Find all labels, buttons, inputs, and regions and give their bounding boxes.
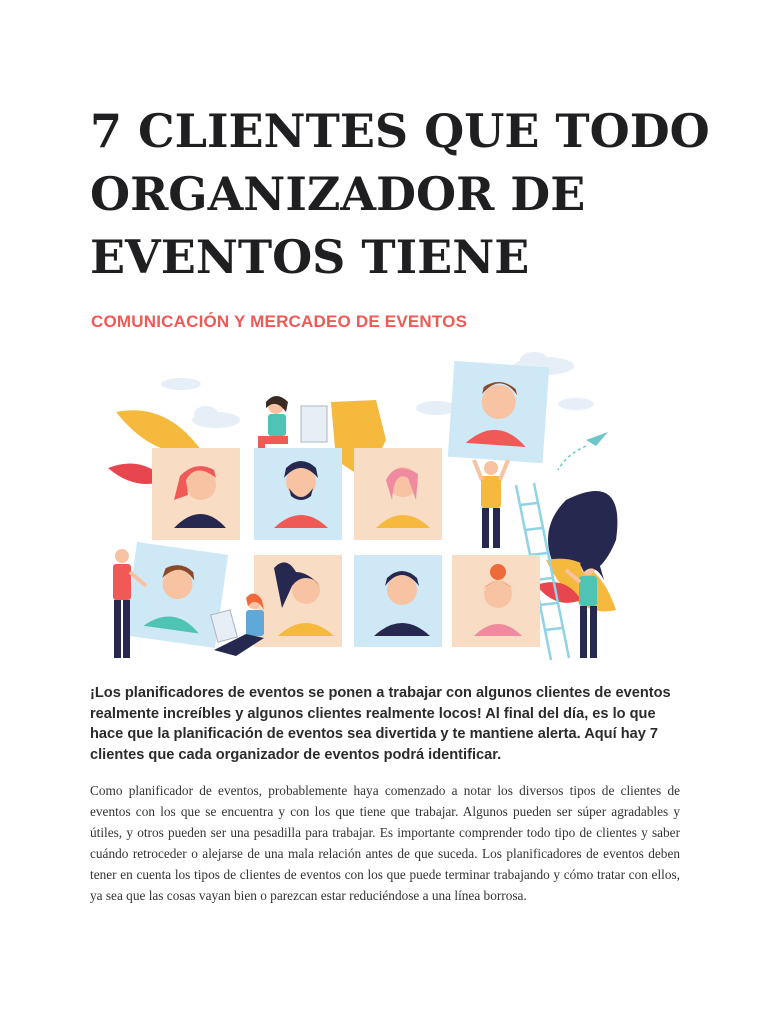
portrait-card	[354, 555, 442, 647]
paper-plane-icon	[558, 432, 608, 470]
title-line: 7 CLIENTES QUE TODO	[90, 104, 710, 158]
portrait-card	[254, 448, 342, 540]
clients-illustration	[96, 350, 636, 668]
portrait-card	[152, 448, 240, 540]
article-category: COMUNICACIÓN Y MERCADEO DE EVENTOS	[91, 312, 468, 331]
article-title	[90, 100, 710, 289]
person-figure	[474, 460, 508, 548]
article-lead: ¡Los planificadores de eventos se ponen a trabajar con algunos clientes de eventos realmente increíbles y algunos clientes realmente locos! Al final del día, es lo que hace que la planificación de eventos sea divertida y te mantiene alerta. Aquí hay 7 clientes que cada organizador de eventos podrá identificar.	[90, 685, 671, 763]
portrait-card	[254, 555, 342, 647]
portrait-card	[448, 361, 549, 463]
title-line: ORGANIZADOR DE	[90, 167, 586, 221]
portrait-card	[124, 542, 228, 648]
article-body: Como planificador de eventos, probablemente haya comenzado a notar los diversos tipos de clientes de eventos con los que se encuentra y con los que tiene que trabajar. Algunos pueden ser súper agradables y útiles, y otros pueden ser una pesadilla para trabajar. Es importante comprender todo tipo de clientes y saber cuándo retroceder o alejarse de una mala relación antes de que suceda. Los planificadores de eventos deben tener en cuenta los tipos de clientes de eventos con los que puede terminar trabajando y cómo tratar con ellos, ya sea que las cosas vayan bien o parezcan estar reduciéndose a una línea borrosa.	[90, 783, 680, 903]
portrait-card	[452, 555, 540, 647]
title-line: EVENTOS TIENE	[90, 230, 530, 284]
portrait-card	[354, 448, 442, 540]
